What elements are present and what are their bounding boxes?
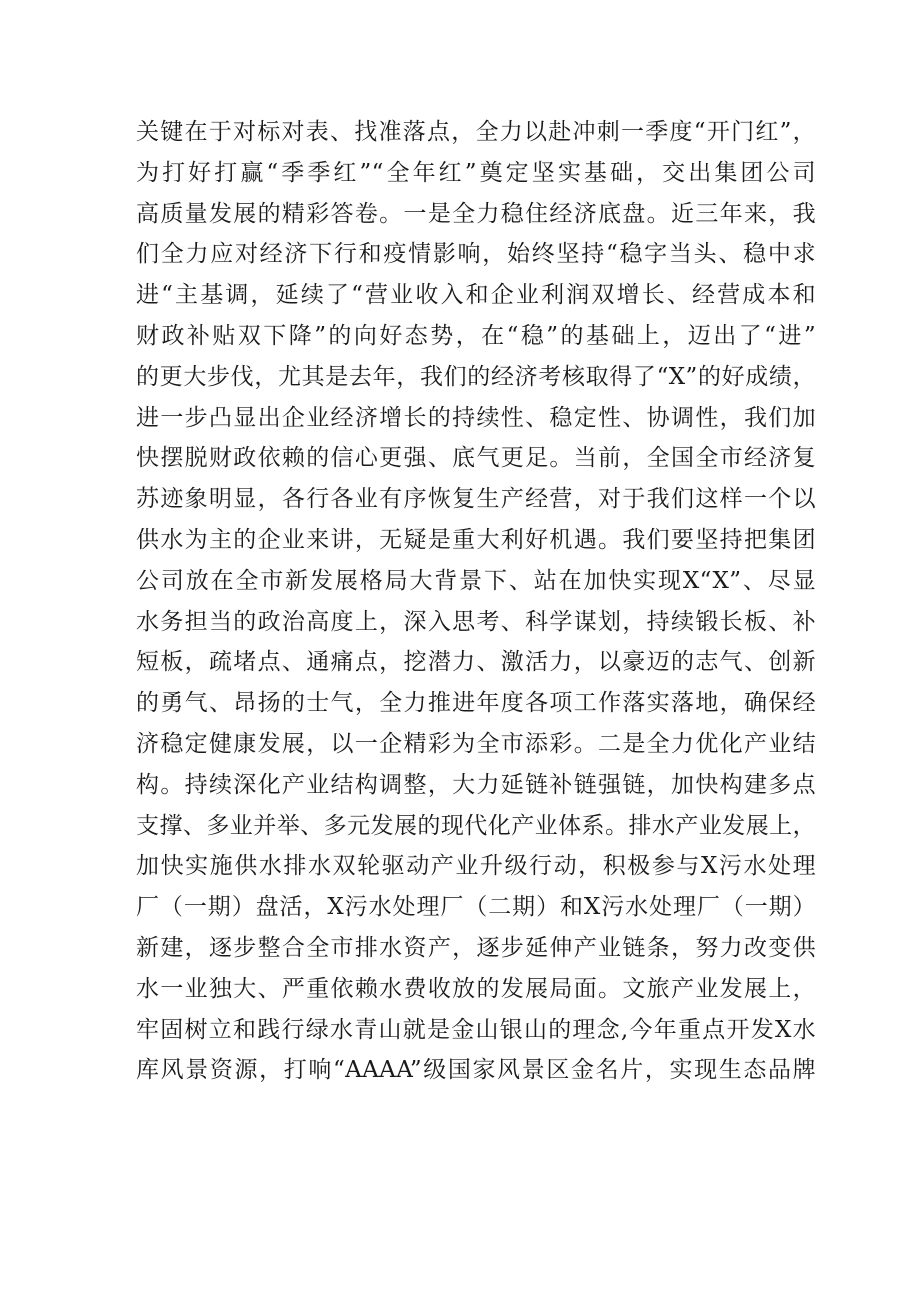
text-line-20: 厂（一期）盘活，X污水处理厂（二期）和X污水处理厂（一期） xyxy=(136,894,816,921)
text-line-18: 支撑、多业并举、多元发展的现代化产业体系。排水产业发展上， xyxy=(136,812,816,839)
text-line-10: 苏迹象明显，各行各业有序恢复生产经营，对于我们这样一个以 xyxy=(136,486,816,513)
text-line-1: 关键在于对标对表、找准落点，全力以赴冲刺一季度“开门红”， xyxy=(136,119,816,145)
text-line-13: 水务担当的政治高度上，深入思考、科学谋划，持续锻长板、补 xyxy=(136,608,816,635)
text-line-11: 供水为主的企业来讲，无疑是重大利好机遇。我们要坚持把集团 xyxy=(136,526,816,553)
text-line-17: 构。持续深化产业结构调整，大力延链补链强链，加快构建多点 xyxy=(136,771,816,798)
text-line-9: 快摆脱财政依赖的信心更强、底气更足。当前，全国全市经济复 xyxy=(136,445,816,472)
text-line-3: 高质量发展的精彩答卷。一是全力稳住经济底盘。近三年来，我 xyxy=(136,200,816,227)
text-line-7: 的更大步伐，尤其是去年，我们的经济考核取得了“X”的好成绩， xyxy=(136,363,816,390)
text-line-4: 们全力应对经济下行和疫情影响，始终坚持“稳字当头、稳中求 xyxy=(136,241,816,268)
text-line-8: 进一步凸显出企业经济增长的持续性、稳定性、协调性，我们加 xyxy=(136,404,816,431)
text-line-15: 的勇气、昂扬的士气，全力推进年度各项工作落实落地，确保经 xyxy=(136,690,816,717)
text-line-12: 公司放在全市新发展格局大背景下、站在加快实现X“X”、尽显 xyxy=(136,567,816,594)
text-line-6: 财政补贴双下降”的向好态势，在“稳”的基础上，迈出了“进” xyxy=(136,322,816,349)
text-line-23: 牢固树立和践行绿水青山就是金山银山的理念,今年重点开发X水 xyxy=(136,1016,816,1043)
text-line-5: 进“主基调，延续了“营业收入和企业利润双增长、经营成本和 xyxy=(136,282,816,309)
body-paragraph xyxy=(136,112,816,1091)
text-line-22: 水一业独大、严重依赖水费收放的发展局面。文旅产业发展上， xyxy=(136,975,816,1002)
text-line-16: 济稳定健康发展，以一企精彩为全市添彩。二是全力优化产业结 xyxy=(136,730,816,757)
text-line-14: 短板，疏堵点、通痛点，挖潜力、激活力，以豪迈的志气、创新 xyxy=(136,649,816,676)
text-line-2: 为打好打赢“季季红”“全年红”奠定坚实基础，交出集团公司 xyxy=(136,159,816,186)
text-line-19: 加快实施供水排水双轮驱动产业升级行动，积极参与X污水处理 xyxy=(136,853,816,880)
text-line-24: 库风景资源，打响“AAAA”级国家风景区金名片，实现生态品牌 xyxy=(136,1057,816,1084)
text-line-21: 新建，逐步整合全市排水资产，逐步延伸产业链条，努力改变供 xyxy=(136,934,816,961)
